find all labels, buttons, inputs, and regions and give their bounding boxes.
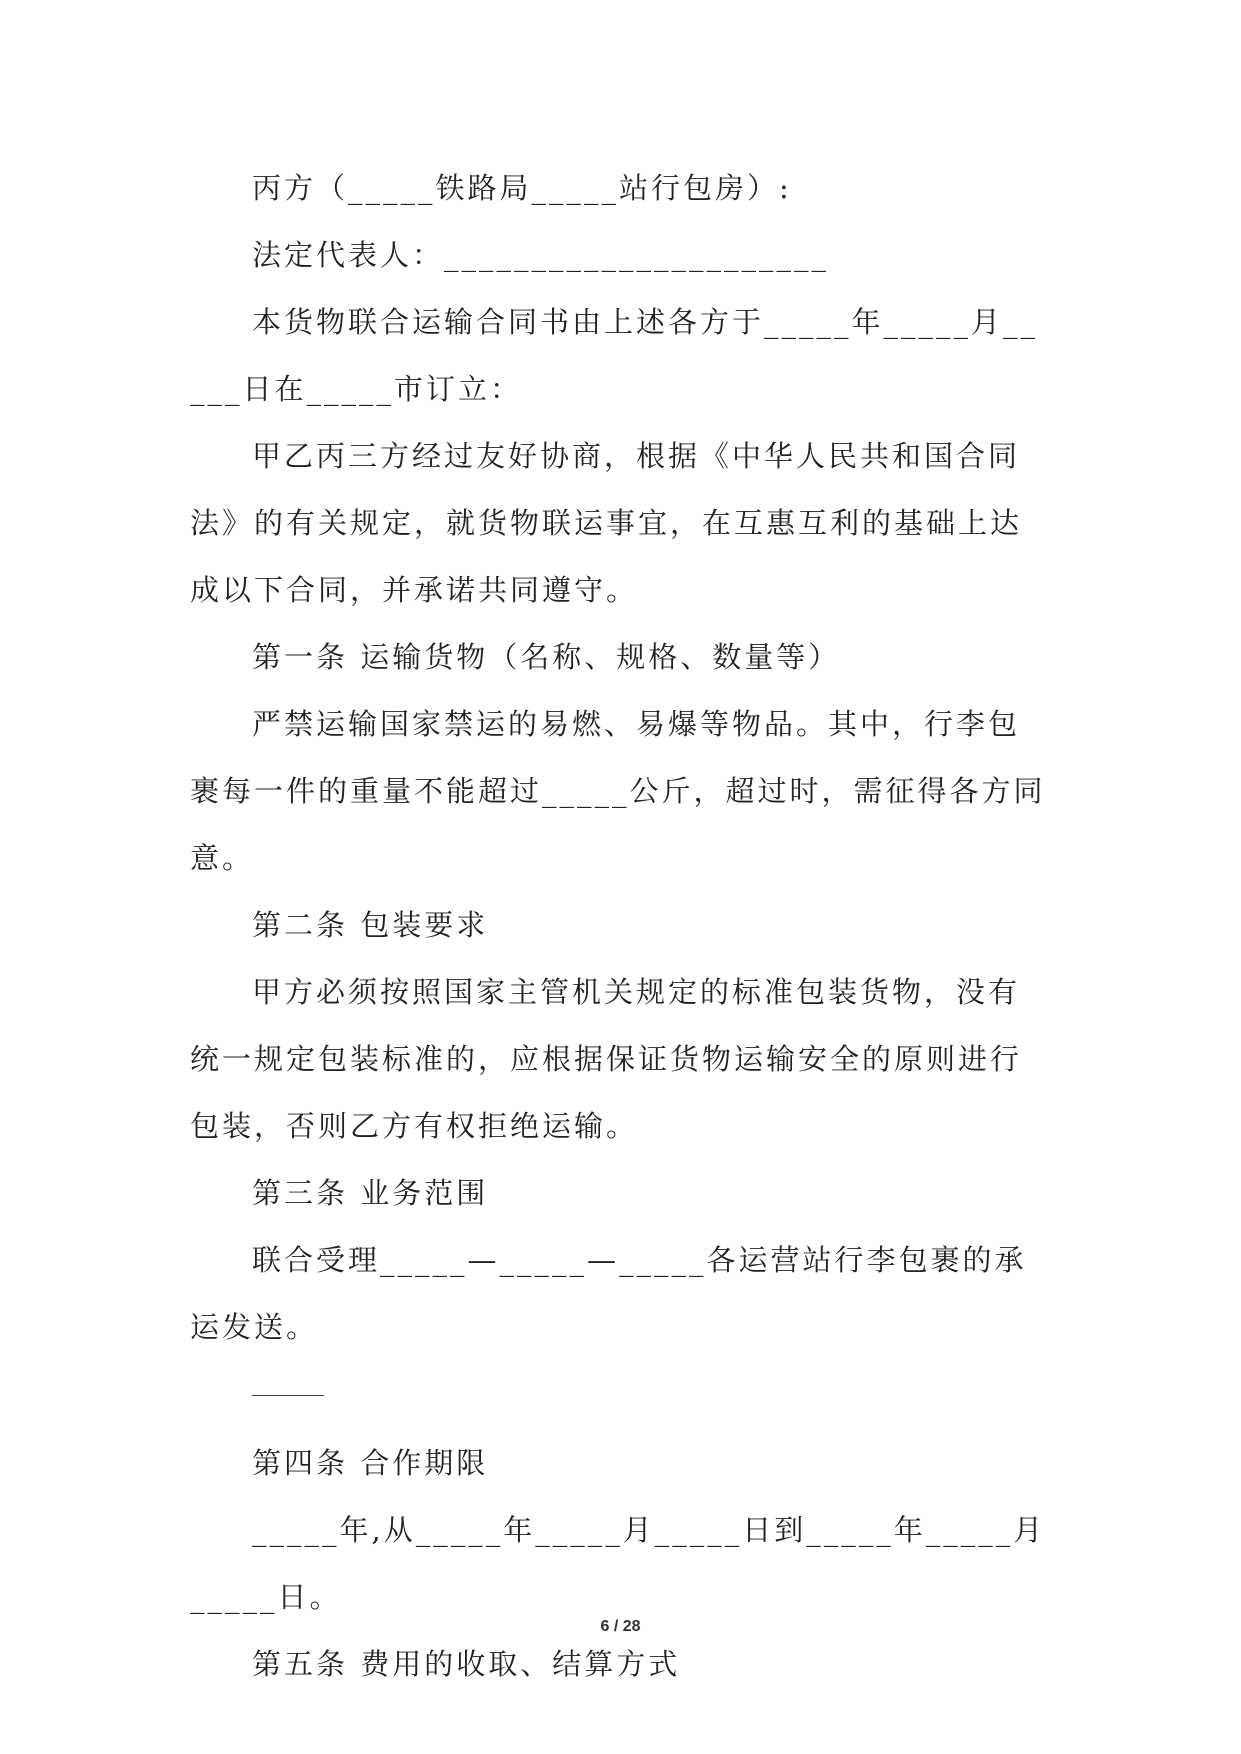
- article-3-heading: 第三条 业务范围: [252, 1176, 489, 1210]
- article-1-heading: 第一条 运输货物（名称、规格、数量等）: [252, 640, 841, 674]
- document-body: [190, 155, 1050, 1698]
- blank-underline: [252, 1395, 324, 1396]
- article-4-body: _____年,从_____年_____月_____日到_____年_____月_____日。: [190, 1513, 1046, 1614]
- article-5-heading: 第五条 费用的收取、结算方式: [252, 1647, 681, 1681]
- legal-representative-line: 法定代表人：______________________: [252, 238, 830, 272]
- page-number: 6 / 28: [600, 1618, 641, 1635]
- article-2-body: 甲方必须按照国家主管机关规定的标准包装货物，没有统一规定包装标准的，应根据保证货物运输安全的原则进行包装，否则乙方有权拒绝运输。: [190, 975, 1023, 1143]
- article-1-body: 严禁运输国家禁运的易燃、易爆等物品。其中，行李包裹每一件的重量不能超过_____公斤，超过时，需征得各方同意。: [190, 707, 1046, 875]
- preamble-paragraph: 甲乙丙三方经过友好协商，根据《中华人民共和国合同法》的有关规定，就货物联运事宜，在互惠互利的基础上达成以下合同，并承诺共同遵守。: [190, 439, 1023, 607]
- party-c-line: 丙方（_____铁路局_____站行包房）:: [252, 171, 792, 205]
- contract-signing-clause: 本货物联合运输合同书由上述各方于_____年_____月_____日在_____市订立：: [190, 305, 1039, 406]
- article-2-heading: 第二条 包装要求: [252, 908, 489, 942]
- article-4-heading: 第四条 合作期限: [252, 1446, 489, 1480]
- article-3-body: 联合受理_____—_____—_____各运营站行李包裹的承运发送。: [190, 1243, 1027, 1344]
